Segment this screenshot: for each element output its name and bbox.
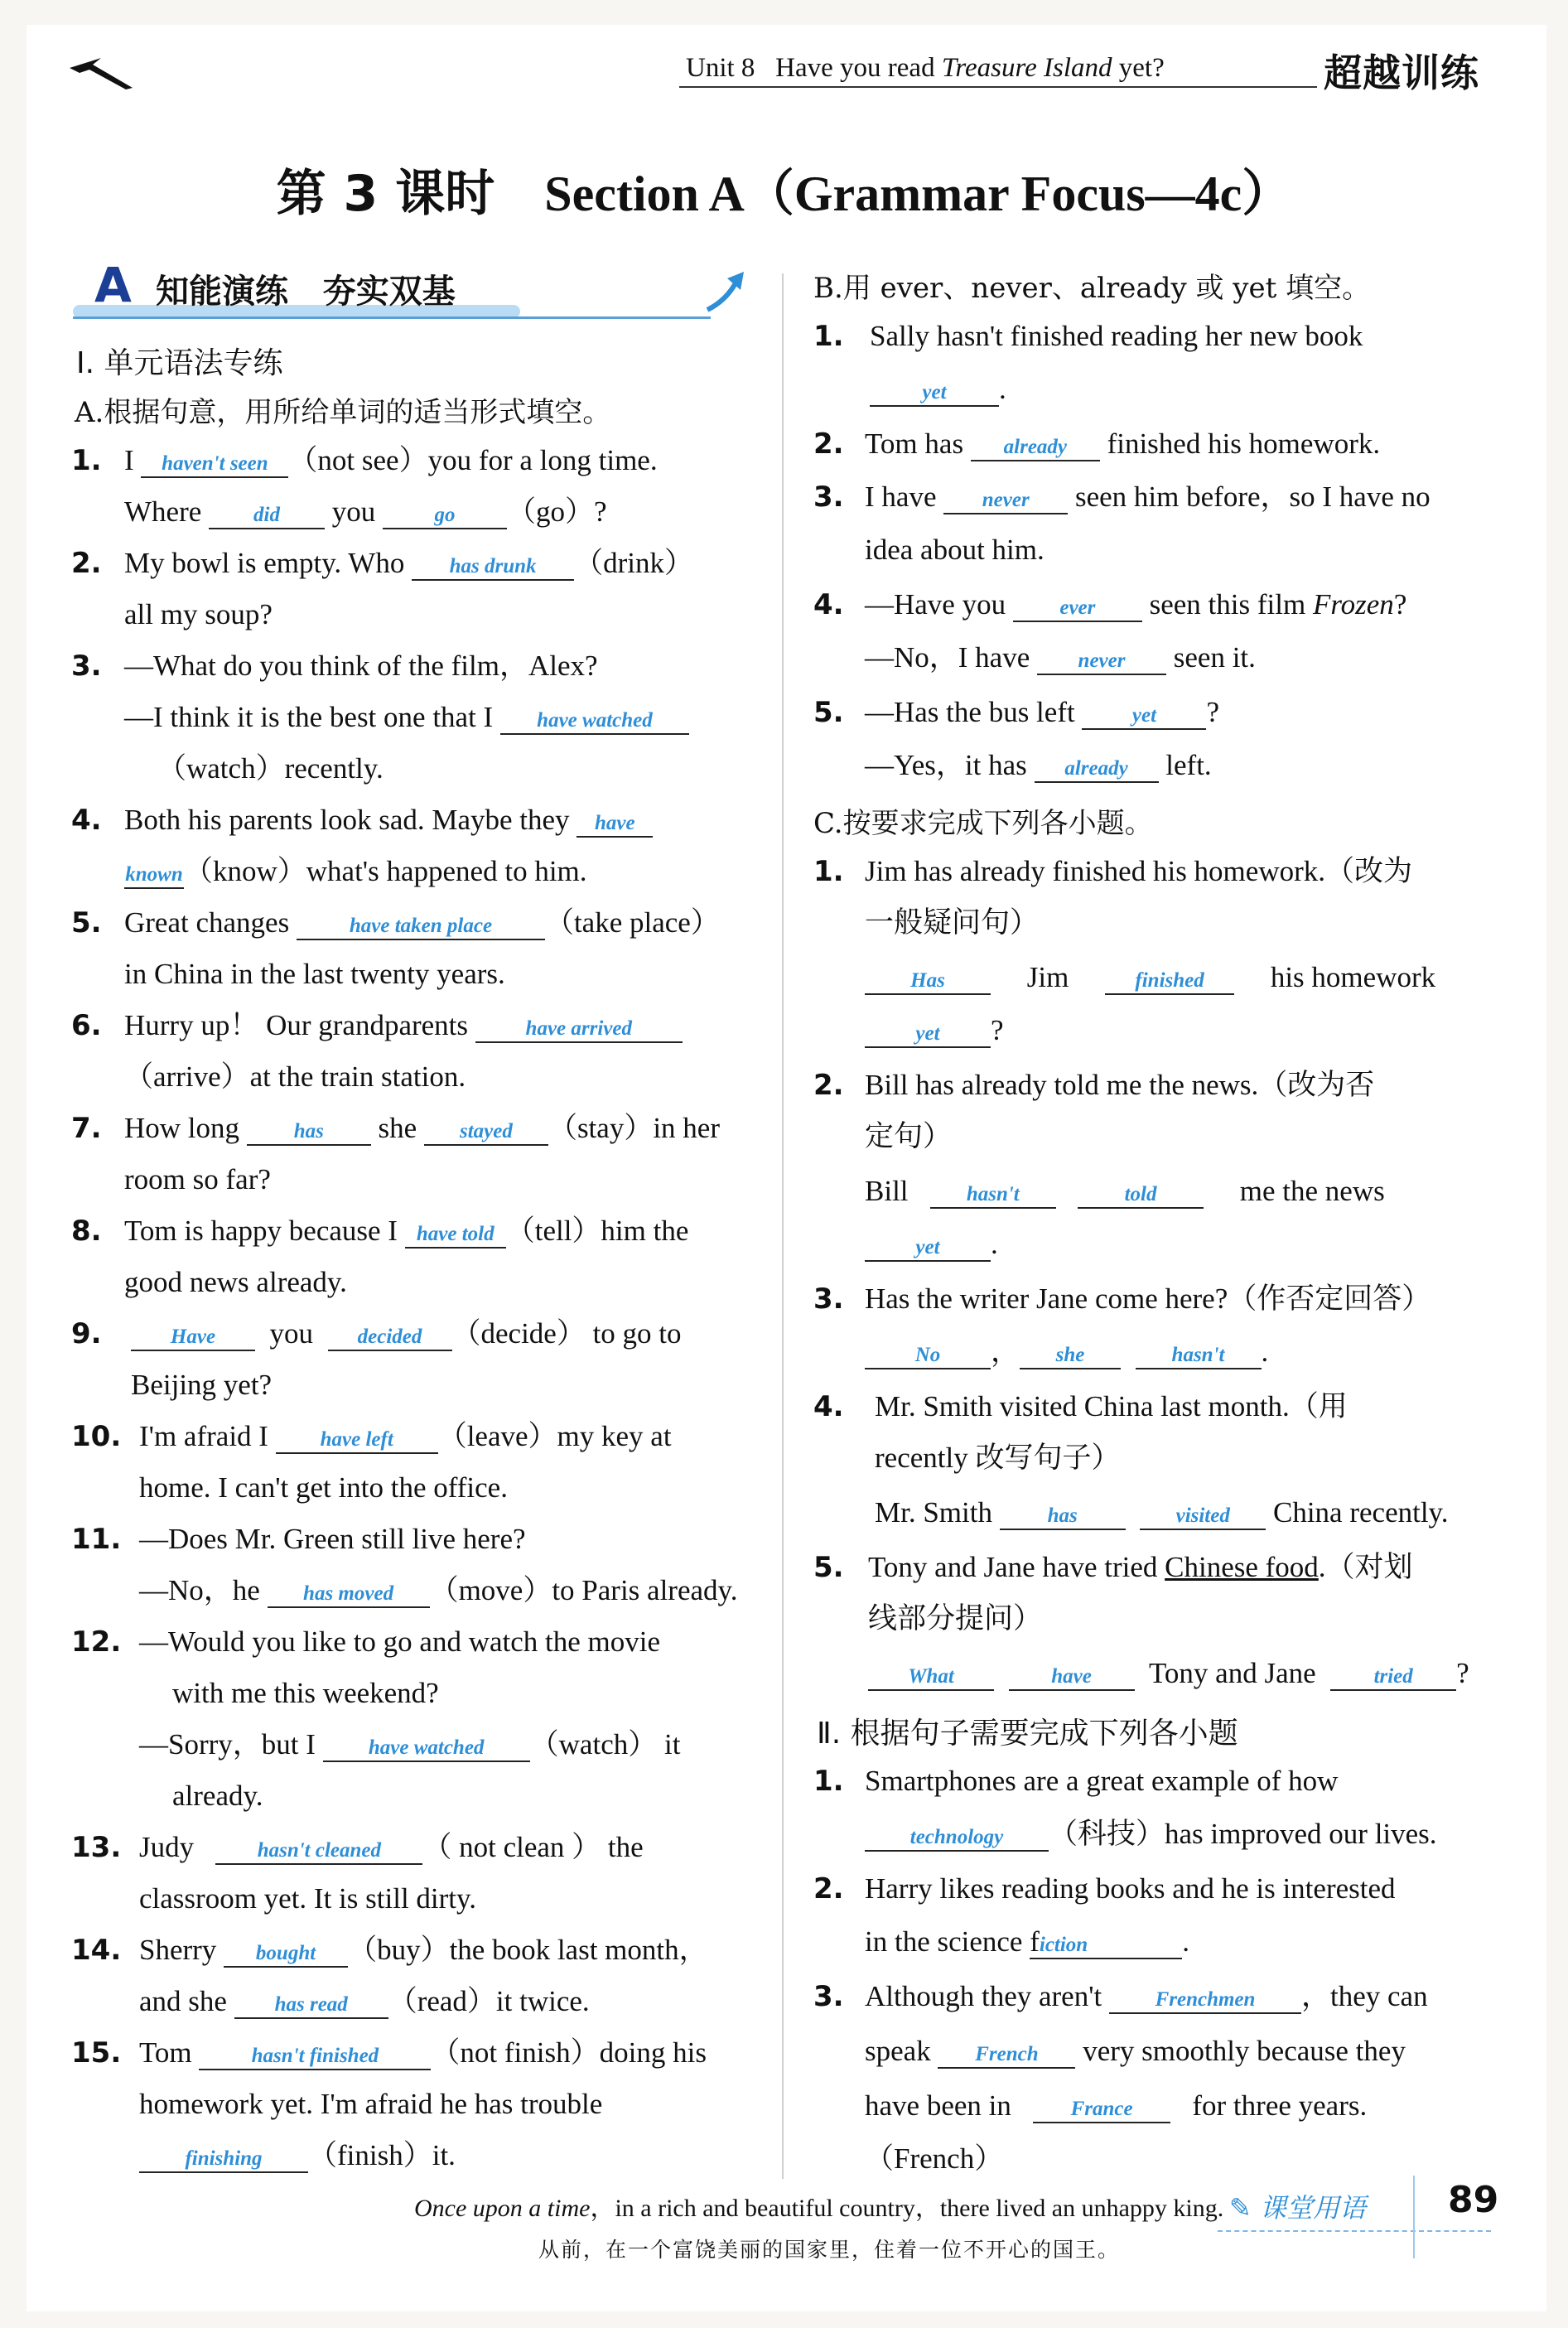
part2-heading: Ⅱ. 根据句子需要完成下列各小题 xyxy=(817,1717,1238,1751)
b4-line1: —Have you ever seen this film Frozen? xyxy=(865,588,1407,621)
b5-line1: —Has the bus left yet ? xyxy=(865,696,1219,728)
section-banner xyxy=(73,257,744,321)
c1-line3: Has Jim finished his homework xyxy=(865,963,1435,995)
c5-line2: 线部分提问） xyxy=(868,1602,1043,1635)
a7-line1: How long has she stayed （stay）in her xyxy=(124,1112,720,1144)
question-number: 6. xyxy=(71,1009,102,1042)
answer-blank[interactable]: stayed xyxy=(424,1120,548,1146)
header-brand: 超越训练 xyxy=(1324,51,1479,95)
a5-line2: in China in the last twenty years. xyxy=(124,958,505,990)
c4-line3: Mr. Smith has visited China recently. xyxy=(875,1496,1449,1529)
p2-3-line3: have been in France for three years. xyxy=(865,2089,1368,2122)
answer-blank[interactable]: visited xyxy=(1140,1505,1266,1530)
c3-line1: Has the writer Jane come here?（作否定回答） xyxy=(865,1282,1431,1315)
a8-line1: Tom is happy because I have told （tell）him the xyxy=(124,1215,689,1247)
a6-line1: Hurry up！ Our grandparents have arrived xyxy=(124,1011,683,1043)
answer-blank[interactable]: hasn't xyxy=(930,1183,1056,1209)
answer-blank[interactable]: finished xyxy=(1105,969,1234,995)
question-number: 4. xyxy=(71,804,102,837)
footer-tag: ✎ 课堂用语 xyxy=(1229,2192,1366,2224)
section-c-instruction: C.按要求完成下列各小题。 xyxy=(813,807,1153,840)
section-b-instruction: B.用 ever、never、already 或 yet 填空。 xyxy=(813,272,1371,305)
question-number: 1. xyxy=(71,444,102,477)
answer-blank[interactable]: has drunk xyxy=(412,555,574,581)
footer-dashed-rule xyxy=(1218,2230,1491,2234)
header-unit-title: Unit 8 Have you read Treasure Island yet? xyxy=(686,53,1165,83)
section-a-instruction: A.根据句意，用所给单词的适当形式填空。 xyxy=(75,396,611,429)
c5-line1: Tony and Jane have tried Chinese food.（对划 xyxy=(868,1551,1413,1583)
question-number: 1. xyxy=(813,855,844,888)
c2-line2: 定句） xyxy=(865,1120,953,1152)
footer-vertical-rule xyxy=(1413,2176,1415,2258)
swoosh-arrow-icon xyxy=(702,267,752,316)
answer-blank[interactable]: has xyxy=(247,1120,371,1146)
c2-line4: yet . xyxy=(865,1229,998,1262)
answer-blank[interactable]: have left xyxy=(276,1428,438,1454)
a9-line2: Beijing yet? xyxy=(131,1369,273,1401)
a12-line3: —Sorry，but I have watched （watch） it xyxy=(139,1728,681,1760)
answer-blank[interactable]: have taken place xyxy=(297,915,545,940)
c1-line2: 一般疑问句） xyxy=(865,906,1040,939)
question-number: 5. xyxy=(813,696,844,729)
c1-line1: Jim has already finished his homework.（改为 xyxy=(865,855,1413,887)
answer-blank[interactable]: hasn't cleaned xyxy=(215,1839,422,1865)
answer-blank[interactable]: has moved xyxy=(268,1582,430,1608)
answer-blank[interactable]: ever xyxy=(1013,596,1142,622)
answer-blank[interactable]: have arrived xyxy=(475,1017,683,1043)
c4-line1: Mr. Smith visited China last month.（用 xyxy=(875,1390,1348,1422)
question-number: 5. xyxy=(813,1551,844,1584)
a1-line1: I haven't seen （not see）you for a long time. xyxy=(124,444,658,476)
p2-3-line1: Although they aren't Frenchmen ，they can xyxy=(865,1980,1428,2012)
question-number: 2. xyxy=(71,547,102,580)
a14-line2: and she has read （read）it twice. xyxy=(139,1985,590,2017)
a12-line2: with me this weekend? xyxy=(172,1677,439,1709)
c5-line3: What have Tony and Jane tried ? xyxy=(868,1659,1469,1691)
p2-1-line2: technology （科技）has improved our lives. xyxy=(865,1819,1437,1852)
answer-blank[interactable]: never xyxy=(1037,650,1166,675)
question-number: 14. xyxy=(71,1934,122,1967)
footer-english: Once upon a time，in a rich and beautiful country，there lived an unhappy king. xyxy=(414,2195,1224,2222)
page-title: 第 3 课时 Section A（Grammar Focus—4c） xyxy=(276,165,1292,223)
a14-line1: Sherry bought （buy）the book last month， xyxy=(139,1934,708,1966)
answer-blank[interactable]: hasn't xyxy=(1136,1344,1262,1369)
page-number: 89 xyxy=(1448,2179,1499,2221)
answer-blank[interactable]: have told xyxy=(405,1223,506,1249)
b3-line2: idea about him. xyxy=(865,534,1045,566)
p2-3-line4: （French） xyxy=(865,2142,1004,2175)
question-number: 7. xyxy=(71,1112,102,1145)
a15-line1: Tom hasn't finished （not finish）doing his xyxy=(139,2036,707,2069)
banner-underline xyxy=(73,316,711,319)
a10-line1: I'm afraid I have left （leave）my key at xyxy=(139,1420,672,1452)
question-number: 9. xyxy=(71,1317,102,1350)
answer-blank[interactable]: Frenchmen xyxy=(1109,1988,1301,2014)
question-number: 8. xyxy=(71,1215,102,1248)
question-number: 4. xyxy=(813,588,844,621)
a13-line2: classroom yet. It is still dirty. xyxy=(139,1882,476,1915)
answer-blank[interactable]: yet xyxy=(865,1236,991,1262)
question-number: 2. xyxy=(813,427,844,461)
answer-blank[interactable]: haven't seen xyxy=(141,452,288,478)
a3-line2: —I think it is the best one that I have watched xyxy=(124,703,689,735)
a1-line2: Where did you go （go）? xyxy=(124,495,607,528)
answer-blank[interactable]: go xyxy=(383,504,507,529)
footer-chinese: 从前，在一个富饶美丽的国家里，住着一位不开心的国王。 xyxy=(538,2238,1121,2262)
answer-blank[interactable]: she xyxy=(1020,1344,1121,1369)
answer-blank[interactable]: France xyxy=(1033,2098,1170,2123)
a5-line1: Great changes have taken place （take place） xyxy=(124,906,720,939)
a12-line4: already. xyxy=(172,1780,263,1812)
column-divider xyxy=(782,273,784,2179)
answer-blank[interactable]: hasn't finished xyxy=(199,2045,431,2070)
b5-line2: —Yes，it has already left. xyxy=(865,749,1212,781)
a11-line2: —No，he has moved （move）to Paris already. xyxy=(139,1574,738,1606)
question-number: 3. xyxy=(813,481,844,514)
question-number: 3. xyxy=(813,1282,844,1316)
answer-blank[interactable]: No xyxy=(865,1344,991,1369)
question-number: 11. xyxy=(71,1523,122,1556)
bird-arrow-icon xyxy=(68,51,134,93)
answer-blank[interactable]: yet xyxy=(1082,704,1206,730)
answer-blank[interactable]: have watched xyxy=(500,709,689,735)
b4-line2: —No，I have never seen it. xyxy=(865,641,1256,674)
answer-blank[interactable]: yet xyxy=(865,1022,991,1048)
a8-line2: good news already. xyxy=(124,1266,347,1298)
header-rule xyxy=(679,86,1317,88)
question-number: 3. xyxy=(813,1980,844,2013)
answer-blank[interactable]: told xyxy=(1078,1183,1204,1209)
answer-blank[interactable]: yet xyxy=(870,381,999,407)
answer-blank[interactable]: bought xyxy=(224,1942,348,1968)
c4-line2: recently 改写句子） xyxy=(875,1442,1121,1474)
answer-blank[interactable]: have watched xyxy=(323,1736,530,1762)
question-number: 15. xyxy=(71,2036,122,2070)
a6-line2: （arrive）at the train station. xyxy=(124,1060,466,1093)
answer-blank[interactable]: finishing xyxy=(139,2147,308,2173)
question-number: 1. xyxy=(813,320,844,353)
a10-line2: home. I can't get into the office. xyxy=(139,1471,508,1504)
question-number: 1. xyxy=(813,1765,844,1798)
a4-line1: Both his parents look sad. Maybe they have xyxy=(124,805,653,838)
answer-blank[interactable]: have xyxy=(1009,1665,1135,1691)
answer-blank[interactable]: have xyxy=(577,812,653,838)
answer-blank[interactable]: has read xyxy=(234,1993,388,2019)
question-number: 4. xyxy=(813,1390,844,1423)
a12-line1: —Would you like to go and watch the movie xyxy=(139,1625,661,1658)
banner-letter: A xyxy=(94,257,132,313)
question-number: 12. xyxy=(71,1625,122,1659)
b3-line1: I have never seen him before，so I have no xyxy=(865,481,1430,513)
a9-line1: Have you decided （decide） to go to xyxy=(131,1319,682,1351)
answer-blank[interactable]: already xyxy=(971,436,1100,461)
a4-line2: known（know）what's happened to him. xyxy=(125,855,587,887)
answer-blank[interactable]: did xyxy=(209,504,325,529)
p2-2-line1: Harry likes reading books and he is interested xyxy=(865,1872,1396,1905)
answer-blank[interactable]: known xyxy=(124,863,184,889)
banner-text: 知能演练 夯实双基 xyxy=(156,273,456,311)
a3-line1: —What do you think of the film，Alex? xyxy=(124,650,598,682)
answer-blank[interactable]: tried xyxy=(1330,1665,1456,1691)
question-number: 2. xyxy=(813,1872,844,1905)
a15-line3: finishing （finish）it. xyxy=(139,2141,456,2173)
a2-line2: all my soup? xyxy=(124,598,273,630)
a7-line2: room so far? xyxy=(124,1163,271,1195)
answer-blank[interactable]: French xyxy=(938,2043,1075,2069)
p2-2-line2: in the science fiction . xyxy=(865,1925,1189,1958)
p2-3-line2: speak French very smoothly because they xyxy=(865,2035,1406,2067)
b1-line2: yet . xyxy=(870,374,1006,407)
answer-blank[interactable]: already xyxy=(1035,757,1159,783)
answer-blank[interactable]: has xyxy=(1000,1505,1126,1530)
question-number: 3. xyxy=(71,650,102,683)
c3-line2: No ， she hasn't . xyxy=(865,1337,1268,1369)
question-number: 13. xyxy=(71,1831,122,1864)
answer-blank[interactable]: decided xyxy=(328,1326,452,1351)
pen-icon: ✎ xyxy=(1229,2192,1252,2224)
c1-line4: yet ? xyxy=(865,1016,1004,1048)
a3-line3: （watch）recently. xyxy=(157,752,384,785)
c2-line1: Bill has already told me the news.（改为否 xyxy=(865,1069,1375,1101)
a13-line1: Judy hasn't cleaned （ not clean ） the xyxy=(139,1831,644,1863)
answer-blank[interactable]: Has xyxy=(865,969,991,995)
a11-line1: —Does Mr. Green still live here? xyxy=(139,1523,526,1555)
question-number: 2. xyxy=(813,1069,844,1102)
b2-line1: Tom has already finished his homework. xyxy=(865,427,1381,460)
b1-line1: Sally hasn't finished reading her new book xyxy=(870,320,1363,352)
answer-blank[interactable]: Have xyxy=(131,1326,255,1351)
prefixed-answer-blank[interactable]: fiction xyxy=(1030,1927,1182,1959)
a2-line1: My bowl is empty. Who has drunk （drink） xyxy=(124,547,693,579)
question-number: 5. xyxy=(71,906,102,939)
answer-blank[interactable]: What xyxy=(868,1665,994,1691)
answer-blank[interactable]: never xyxy=(943,489,1068,514)
c2-line3: Bill hasn't told me the news xyxy=(865,1175,1385,1207)
question-number: 10. xyxy=(71,1420,122,1453)
answer-blank[interactable]: technology xyxy=(865,1826,1049,1852)
a15-line2: homework yet. I'm afraid he has trouble xyxy=(139,2088,603,2120)
part1-heading: Ⅰ. 单元语法专练 xyxy=(76,346,283,380)
p2-1-line1: Smartphones are a great example of how xyxy=(865,1765,1339,1797)
